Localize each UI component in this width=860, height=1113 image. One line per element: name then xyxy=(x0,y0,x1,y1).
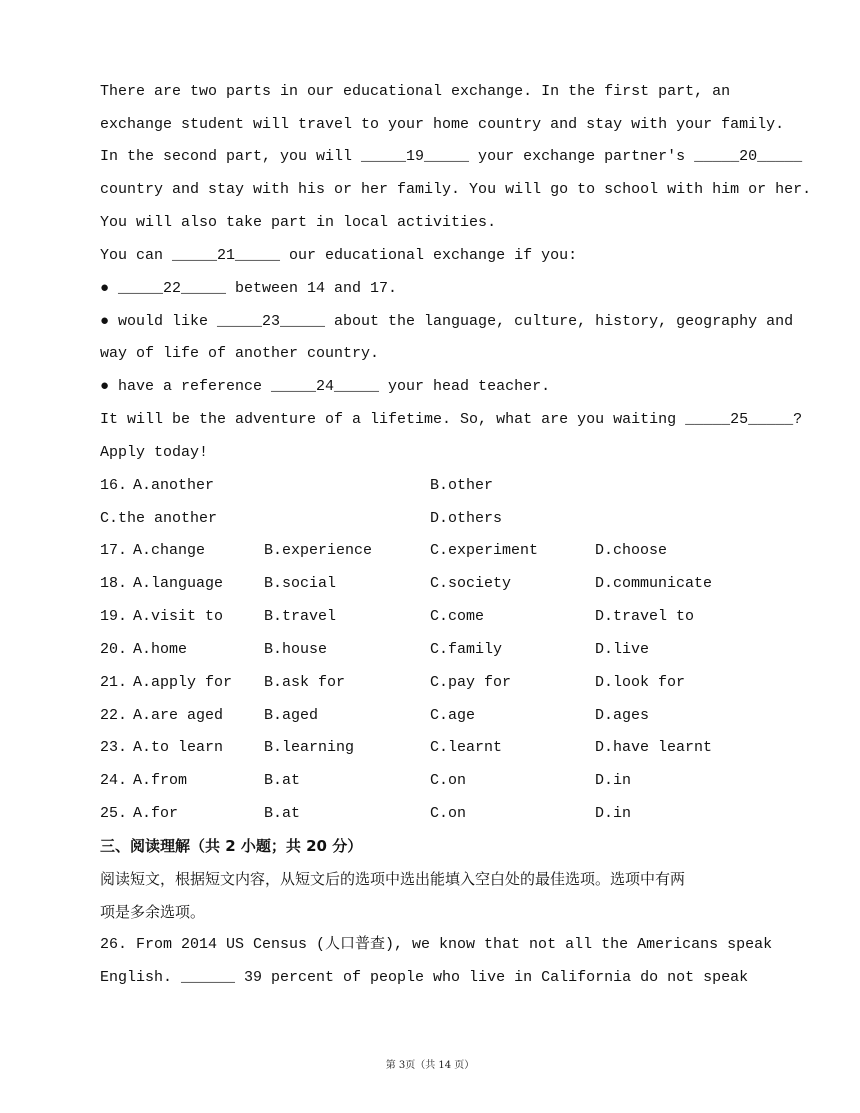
question-26-line: English. ______ 39 percent of people who live in California do not speak xyxy=(100,969,749,986)
question-21-number: 21. xyxy=(100,674,128,691)
question-22-number: 22. xyxy=(100,707,128,724)
instructions-line: 阅读短文，根据短文内容，从短文后的选项中选出能填入空白处的最佳选项。选项中有两 xyxy=(100,870,686,888)
question-19-number: 19. xyxy=(100,608,128,625)
question-25-option-c: C.on xyxy=(430,805,467,822)
question-19-option-d: D.travel to xyxy=(595,608,695,625)
bullet-line: ● have a reference _____24_____ your head teacher. xyxy=(100,378,551,395)
question-20-option-a: A.home xyxy=(133,641,188,658)
question-22-option-d: D.ages xyxy=(595,707,650,724)
question-17-option-a: A.change xyxy=(133,542,206,559)
question-19-option-a: A.visit to xyxy=(133,608,224,625)
passage-line: You will also take part in local activities. xyxy=(100,214,497,231)
question-25-option-b: B.at xyxy=(264,805,301,822)
passage-line: Apply today! xyxy=(100,444,209,461)
question-21-option-d: D.look for xyxy=(595,674,686,691)
question-16-option-a: A.another xyxy=(133,477,215,494)
question-23-option-a: A.to learn xyxy=(133,739,224,756)
question-22-option-b: B.aged xyxy=(264,707,319,724)
question-17-option-d: D.choose xyxy=(595,542,668,559)
question-17-option-c: C.experiment xyxy=(430,542,539,559)
question-20-option-b: B.house xyxy=(264,641,328,658)
question-18-option-a: A.language xyxy=(133,575,224,592)
question-20-number: 20. xyxy=(100,641,128,658)
passage-line: You can _____21_____ our educational exchange if you: xyxy=(100,247,578,264)
question-25-number: 25. xyxy=(100,805,128,822)
passage-line: There are two parts in our educational exchange. In the first part, an xyxy=(100,83,731,100)
question-16-option-c: C.the another xyxy=(100,510,218,527)
section-heading: 三、阅读理解（共 2 小题；共 20 分） xyxy=(100,837,363,855)
question-23-option-d: D.have learnt xyxy=(595,739,713,756)
question-16-option-b: B.other xyxy=(430,477,494,494)
question-24-option-b: B.at xyxy=(264,772,301,789)
question-18-number: 18. xyxy=(100,575,128,592)
question-19-option-c: C.come xyxy=(430,608,485,625)
question-22-option-a: A.are aged xyxy=(133,707,224,724)
question-24-option-a: A.from xyxy=(133,772,188,789)
question-21-option-a: A.apply for xyxy=(133,674,233,691)
question-17-number: 17. xyxy=(100,542,128,559)
question-16-option-d: D.others xyxy=(430,510,503,527)
question-23-number: 23. xyxy=(100,739,128,756)
question-26-line: 26. From 2014 US Census (人口普查), we know that not all the Americans speak xyxy=(100,936,773,953)
question-22-option-c: C.age xyxy=(430,707,476,724)
question-25-option-a: A.for xyxy=(133,805,179,822)
passage-line: It will be the adventure of a lifetime. So, what are you waiting _____25_____? xyxy=(100,411,803,428)
passage-line: country and stay with his or her family. You will go to school with him or her. xyxy=(100,181,812,198)
question-21-option-c: C.pay for xyxy=(430,674,512,691)
question-18-option-b: B.social xyxy=(264,575,337,592)
question-25-option-d: D.in xyxy=(595,805,632,822)
question-20-option-c: C.family xyxy=(430,641,503,658)
question-17-option-b: B.experience xyxy=(264,542,373,559)
question-24-option-d: D.in xyxy=(595,772,632,789)
question-16-number: 16. xyxy=(100,477,128,494)
passage-line: way of life of another country. xyxy=(100,345,380,362)
question-24-option-c: C.on xyxy=(430,772,467,789)
question-21-option-b: B.ask for xyxy=(264,674,346,691)
bullet-line: ● _____22_____ between 14 and 17. xyxy=(100,280,398,297)
question-24-number: 24. xyxy=(100,772,128,789)
question-23-option-b: B.learning xyxy=(264,739,355,756)
passage-line: In the second part, you will _____19_____ your exchange partner's _____20_____ xyxy=(100,148,803,165)
question-18-option-d: D.communicate xyxy=(595,575,713,592)
instructions-line: 项是多余选项。 xyxy=(100,903,206,921)
question-18-option-c: C.society xyxy=(430,575,512,592)
question-23-option-c: C.learnt xyxy=(430,739,503,756)
question-19-option-b: B.travel xyxy=(264,608,337,625)
page-footer: 第 3页（共 14 页） xyxy=(385,1060,475,1071)
bullet-line: ● would like _____23_____ about the language, culture, history, geography and xyxy=(100,313,794,330)
passage-line: exchange student will travel to your home country and stay with your family. xyxy=(100,116,785,133)
question-20-option-d: D.live xyxy=(595,641,650,658)
